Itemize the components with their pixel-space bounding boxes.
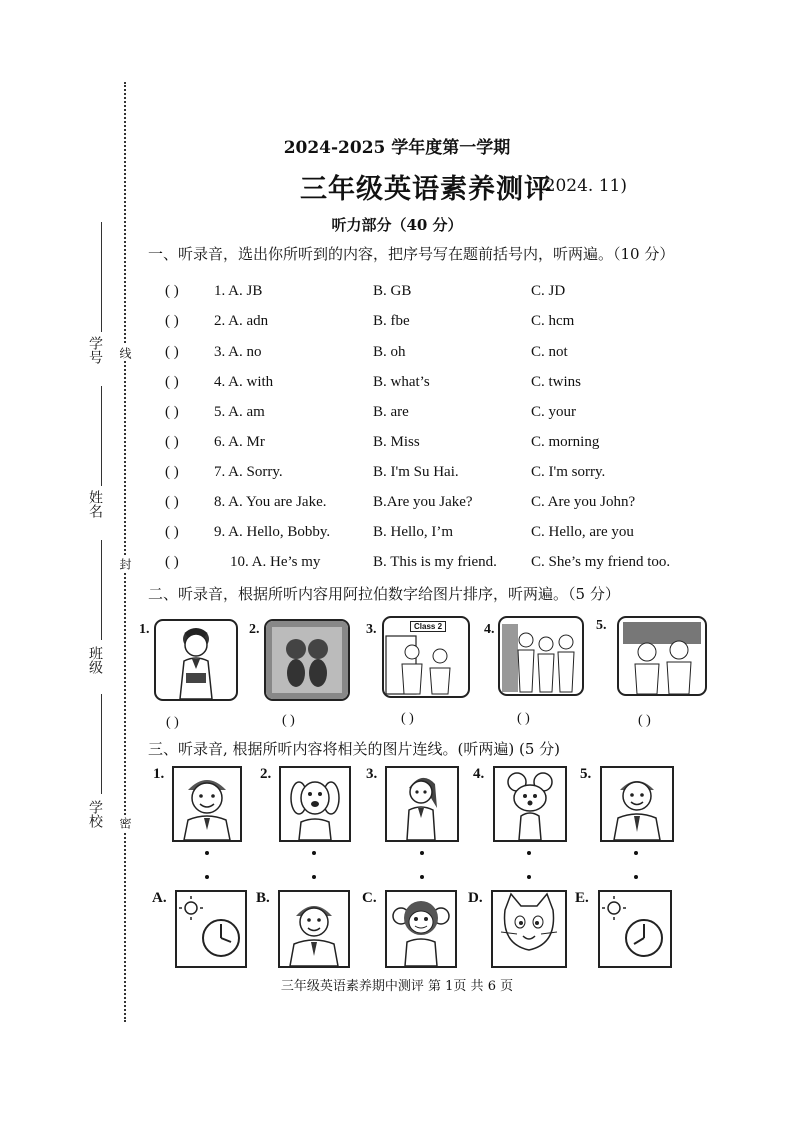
school-label: 学校	[87, 800, 103, 828]
question-row	[0, 283, 794, 303]
option-a: 4. A. with	[214, 374, 274, 390]
option-c: C. twins	[531, 374, 582, 390]
answer-paren[interactable]: ( )	[165, 464, 179, 480]
boys-greeting-icon	[619, 618, 705, 694]
match-bottom-letter-a: A.	[152, 890, 167, 906]
answer-paren[interactable]: ( )	[165, 434, 179, 450]
exam-title: 三年级英语素养测评	[300, 174, 552, 205]
option-c: C. She’s my friend too.	[531, 554, 671, 570]
sun-clock-icon	[600, 892, 670, 966]
boy-tie-icon	[602, 768, 672, 840]
answer-paren[interactable]: ( )	[165, 374, 179, 390]
match-dot-top-3[interactable]	[420, 851, 424, 855]
page-footer: 三年级英语素养期中测评 第 1页 共 6 页	[280, 979, 514, 994]
exam-date: (2024. 11)	[538, 176, 627, 196]
boy-face-icon	[280, 892, 348, 966]
match-dot-top-2[interactable]	[312, 851, 316, 855]
mice-icon	[266, 621, 348, 699]
match-dot-top-1[interactable]	[205, 851, 209, 855]
school-blank	[101, 694, 102, 794]
option-c: C. I'm sorry.	[531, 464, 606, 480]
boy-face-icon	[174, 768, 240, 840]
match-top-number-1: 1.	[153, 766, 165, 782]
match-bottom-letter-e: E.	[575, 890, 589, 906]
picture-number-3: 3.	[366, 622, 377, 637]
question-row	[0, 494, 794, 514]
school-year: 2024-2025 学年度第一学期	[283, 138, 511, 158]
match-dot-bottom-a[interactable]	[205, 875, 209, 879]
question-row	[0, 434, 794, 454]
option-b: B. oh	[373, 344, 406, 360]
match-bottom-e-afternoon-clock	[598, 890, 672, 968]
question-row	[0, 404, 794, 424]
mark-line: 线	[118, 347, 132, 359]
monkey-icon	[387, 892, 455, 966]
option-c: C. hcm	[531, 313, 575, 329]
option-b: B.Are you Jake?	[373, 494, 473, 510]
option-a: 10. A. He’s my	[230, 554, 321, 570]
picture-number-2: 2.	[249, 622, 260, 637]
dog-icon	[281, 768, 349, 840]
question-row	[0, 524, 794, 544]
option-b: B. I'm Su Hai.	[373, 464, 459, 480]
option-a: 9. A. Hello, Bobby.	[214, 524, 331, 540]
option-c: C. morning	[531, 434, 600, 450]
mark-seal: 封	[118, 558, 132, 570]
match-dot-top-5[interactable]	[634, 851, 638, 855]
option-b: B. Miss	[373, 434, 420, 450]
option-b: B. fbe	[373, 313, 410, 329]
option-a: 8. A. You are Jake.	[214, 494, 327, 510]
listening-part-heading: 听力部分（40 分）	[331, 216, 463, 234]
class-sign: Class 2	[410, 621, 446, 632]
picture-number-5: 5.	[596, 618, 607, 633]
question-row	[0, 313, 794, 333]
match-bottom-d-cat	[491, 890, 567, 968]
answer-paren[interactable]: ( )	[165, 283, 179, 299]
match-dot-bottom-c[interactable]	[420, 875, 424, 879]
match-top-1-boy	[172, 766, 242, 842]
match-dot-bottom-b[interactable]	[312, 875, 316, 879]
answer-paren[interactable]: ( )	[165, 404, 179, 420]
match-dot-bottom-e[interactable]	[634, 875, 638, 879]
order-answer-2[interactable]: ( )	[282, 713, 295, 728]
question-row	[0, 554, 794, 574]
mark-secret: 密	[118, 817, 132, 829]
order-answer-1[interactable]: ( )	[166, 715, 179, 730]
match-top-3-girl	[385, 766, 459, 842]
picture-number-1: 1.	[139, 622, 150, 637]
option-a: 2. A. adn	[214, 313, 269, 329]
order-answer-3[interactable]: ( )	[401, 711, 414, 726]
answer-paren[interactable]: ( )	[165, 313, 179, 329]
match-bottom-letter-c: C.	[362, 890, 377, 906]
option-b: B. Hello, I’m	[373, 524, 453, 540]
picture-2-mice	[264, 619, 350, 701]
cat-icon	[493, 892, 565, 966]
girl-ponytail-icon	[387, 768, 457, 840]
question-row	[0, 344, 794, 364]
match-top-4-mouse	[493, 766, 567, 842]
question-row	[0, 464, 794, 484]
picture-5-boys	[617, 616, 707, 696]
match-dot-top-4[interactable]	[527, 851, 531, 855]
match-bottom-a-morning-clock	[175, 890, 247, 968]
option-a: 5. A. am	[214, 404, 265, 420]
option-a: 3. A. no	[214, 344, 262, 360]
option-a: 1. A. JB	[214, 283, 263, 299]
question-row	[0, 374, 794, 394]
option-c: C. not	[531, 344, 568, 360]
match-top-number-2: 2.	[260, 766, 272, 782]
match-dot-bottom-d[interactable]	[527, 875, 531, 879]
match-top-5-boy	[600, 766, 674, 842]
match-top-number-3: 3.	[366, 766, 378, 782]
match-top-number-4: 4.	[473, 766, 485, 782]
girl-icon	[156, 621, 236, 699]
option-c: C. your	[531, 404, 576, 420]
section3-instruction: 三、听录音, 根据所听内容将相关的图片连线。(听两遍) (5 分)	[148, 740, 561, 758]
section1-instruction: 一、听录音，选出你所听到的内容，把序号写在题前括号内，听两遍。（10 分）	[148, 245, 675, 263]
mouse-icon	[495, 768, 565, 840]
picture-4-children	[498, 616, 584, 696]
option-a: 7. A. Sorry.	[214, 464, 283, 480]
name-label: 姓名	[87, 490, 103, 518]
match-bottom-letter-b: B.	[256, 890, 270, 906]
picture-1-girl	[154, 619, 238, 701]
section2-instruction: 二、听录音，根据所听内容用阿拉伯数字给图片排序，听两遍。（5 分）	[148, 585, 620, 603]
option-a: 6. A. Mr	[214, 434, 265, 450]
class-label: 班级	[87, 646, 103, 674]
answer-paren[interactable]: ( )	[165, 344, 179, 360]
option-b: B. GB	[373, 283, 412, 299]
match-bottom-letter-d: D.	[468, 890, 483, 906]
order-answer-4[interactable]: ( )	[517, 711, 530, 726]
match-top-2-dog	[279, 766, 351, 842]
option-c: C. JD	[531, 283, 566, 299]
children-group-icon	[500, 618, 582, 694]
option-b: B. This is my friend.	[373, 554, 497, 570]
option-c: C. Are you John?	[531, 494, 636, 510]
option-b: B. what’s	[373, 374, 430, 390]
match-bottom-c-monkey	[385, 890, 457, 968]
match-bottom-b-boy	[278, 890, 350, 968]
answer-paren[interactable]: ( )	[165, 554, 179, 570]
answer-paren[interactable]: ( )	[165, 524, 179, 540]
answer-paren[interactable]: ( )	[165, 494, 179, 510]
match-top-number-5: 5.	[580, 766, 592, 782]
order-answer-5[interactable]: ( )	[638, 713, 651, 728]
sun-clock-icon	[177, 892, 245, 966]
picture-3-classroom	[382, 616, 470, 698]
student-no-label: 学号	[87, 336, 103, 364]
option-b: B. are	[373, 404, 409, 420]
option-c: C. Hello, are you	[531, 524, 634, 540]
picture-number-4: 4.	[484, 622, 495, 637]
